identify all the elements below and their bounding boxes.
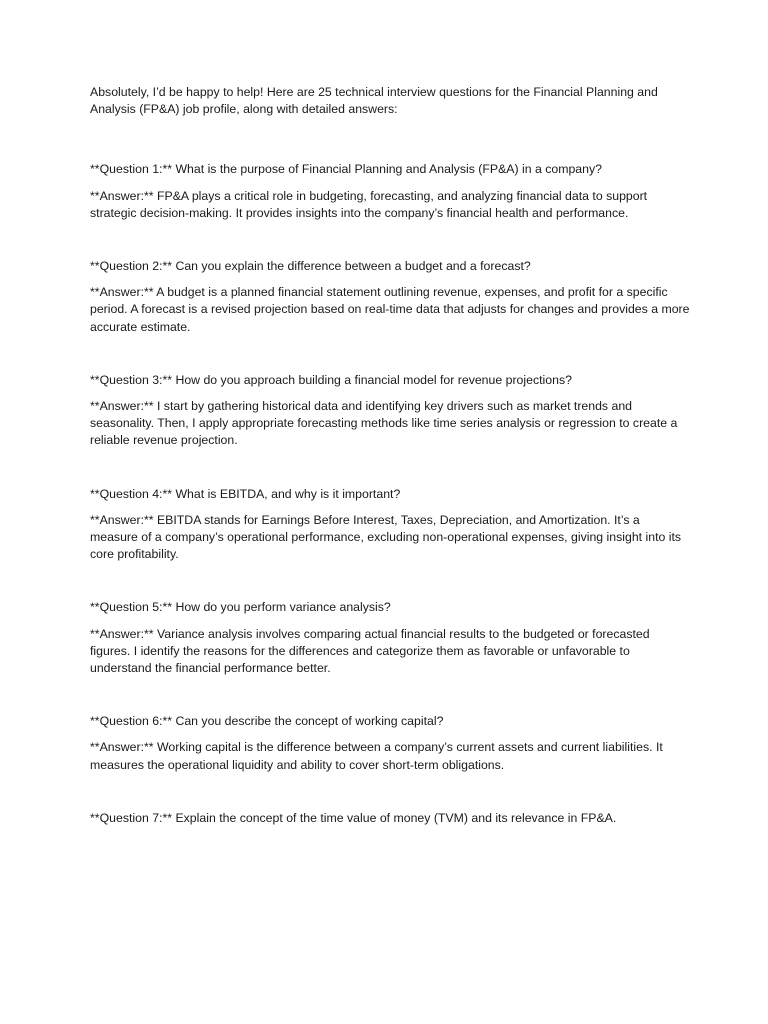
answer-5: **Answer:** Variance analysis involves comparing actual financial results to the budgeted or forecasted figures. I identify the reasons for the differences and categorize them as favorable or unfavorable to understand the financial performance better.: [90, 626, 650, 676]
qa-item-2: [90, 258, 690, 336]
question-6: **Question 6:** Can you describe the concept of working capital?: [90, 714, 444, 729]
answer-6: **Answer:** Working capital is the difference between a company’s current assets and current liabilities. It measures the operational liquidity and ability to cover short-term obligations.: [90, 740, 663, 772]
qa-item-6: [90, 713, 690, 774]
qa-item-1: [90, 161, 690, 222]
question-4: **Question 4:** What is EBITDA, and why is it important?: [90, 486, 401, 501]
intro-paragraph: Absolutely, I’d be happy to help! Here are 25 technical interview questions for the Financial Planning and Analysis (FP&A) job profile, along with detailed answers:: [90, 85, 658, 117]
question-1: **Question 1:** What is the purpose of Financial Planning and Analysis (FP&A) in a company?: [90, 162, 602, 177]
answer-1: **Answer:** FP&A plays a critical role in budgeting, forecasting, and analyzing financial data to support strategic decision-making. It provides insights into the company’s financial health and performance.: [90, 188, 648, 220]
question-5: **Question 5:** How do you perform variance analysis?: [90, 600, 391, 615]
qa-item-4: [90, 486, 690, 564]
qa-item-3: [90, 372, 690, 450]
question-3: **Question 3:** How do you approach building a financial model for revenue projections?: [90, 372, 572, 387]
question-7: **Question 7:** Explain the concept of the time value of money (TVM) and its relevance in FP&A.: [90, 810, 617, 825]
qa-item-5: [90, 599, 690, 677]
qa-item-7: [90, 810, 690, 827]
question-2: **Question 2:** Can you explain the difference between a budget and a forecast?: [90, 259, 531, 274]
document-content: [90, 84, 690, 836]
answer-2: **Answer:** A budget is a planned financial statement outlining revenue, expenses, and profit for a specific period. A forecast is a revised projection based on real-time data that adjusts for changes and provides a more accurate estimate.: [90, 285, 690, 334]
answer-4: **Answer:** EBITDA stands for Earnings Before Interest, Taxes, Depreciation, and Amortization. It’s a measure of a company’s operational performance, excluding non-operational expenses, giving insight into its core profitability.: [90, 512, 682, 562]
answer-3: **Answer:** I start by gathering historical data and identifying key drivers such as market trends and seasonality. Then, I apply appropriate forecasting methods like time series analysis or regression to create a reliable revenue projection.: [90, 399, 678, 448]
